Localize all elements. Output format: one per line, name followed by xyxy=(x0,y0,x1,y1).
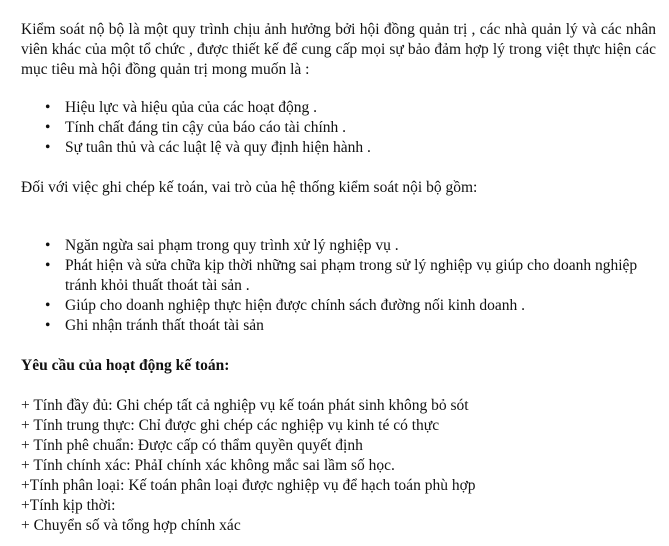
goals-list xyxy=(21,98,656,158)
list-item: • Sự tuân thủ và các luật lệ và quy định hiện hành . xyxy=(45,139,371,156)
requirement-line: + Tính phê chuẩn: Được cấp có thẩm quyền quyết định xyxy=(21,437,363,454)
requirement-line: + Tính chính xác: PhảI chính xác không mắc sai lầm số học. xyxy=(21,457,395,474)
list-item: • Giúp cho doanh nghiệp thực hiện được chính sách đường nối kinh doanh . xyxy=(45,297,526,314)
requirement-line: + Tính đầy đủ: Ghi chép tất cả nghiệp vụ kế toán phát sinh không bỏ sót xyxy=(21,397,469,414)
roles-list xyxy=(21,236,656,336)
bullet-icon: • xyxy=(45,237,51,254)
requirement-line: + Chuyển số và tổng hợp chính xác xyxy=(21,517,241,534)
bullet-icon: • xyxy=(45,317,51,334)
document-page xyxy=(21,20,656,536)
requirement-line: + Tính trung thực: Chỉ được ghi chép các nghiệp vụ kinh té có thực xyxy=(21,417,440,434)
intro-paragraph: Kiểm soát nộ bộ là một quy trình chịu ảnh hưởng bởi hội đồng quản trị , các nhà quản lý và các nhân viên khác của một tổ chức , được thiết kế để cung cấp mọi sự bảo đảm hợp lý trong việt thực hiện các mục tiêu mà hội đồng quản trị mong muốn là : xyxy=(21,21,656,78)
requirement-line: +Tính kịp thời: xyxy=(21,497,116,514)
bullet-icon: • xyxy=(45,99,51,116)
list-item: • Hiệu lực và hiệu qủa của các hoạt động . xyxy=(45,99,317,116)
bullet-icon: • xyxy=(45,297,51,314)
role-intro-paragraph: Đối với việc ghi chép kế toán, vai trò của hệ thống kiểm soát nội bộ gồm: xyxy=(21,179,478,196)
list-item: • Ngăn ngừa sai phạm trong quy trình xử lý nghiệp vụ . xyxy=(45,237,399,254)
bullet-icon: • xyxy=(45,119,51,136)
requirements-heading: Yêu cầu của hoạt động kế toán: xyxy=(21,357,230,374)
list-item: • Ghi nhận tránh thất thoát tài sản xyxy=(45,317,264,334)
requirement-line: +Tính phân loại: Kế toán phân loại được nghiệp vụ để hạch toán phù hợp xyxy=(21,477,476,494)
bullet-icon: • xyxy=(45,139,51,156)
list-item: • Tính chất đáng tin cậy của báo cáo tài chính . xyxy=(45,119,347,136)
bullet-icon: • xyxy=(45,257,51,274)
list-item: • Phát hiện và sửa chữa kịp thời những sai phạm trong sử lý nghiệp vụ giúp cho doanh nghiệp tránh khỏi thuất thoát tài sản . xyxy=(45,257,638,294)
requirements-list xyxy=(21,396,656,536)
